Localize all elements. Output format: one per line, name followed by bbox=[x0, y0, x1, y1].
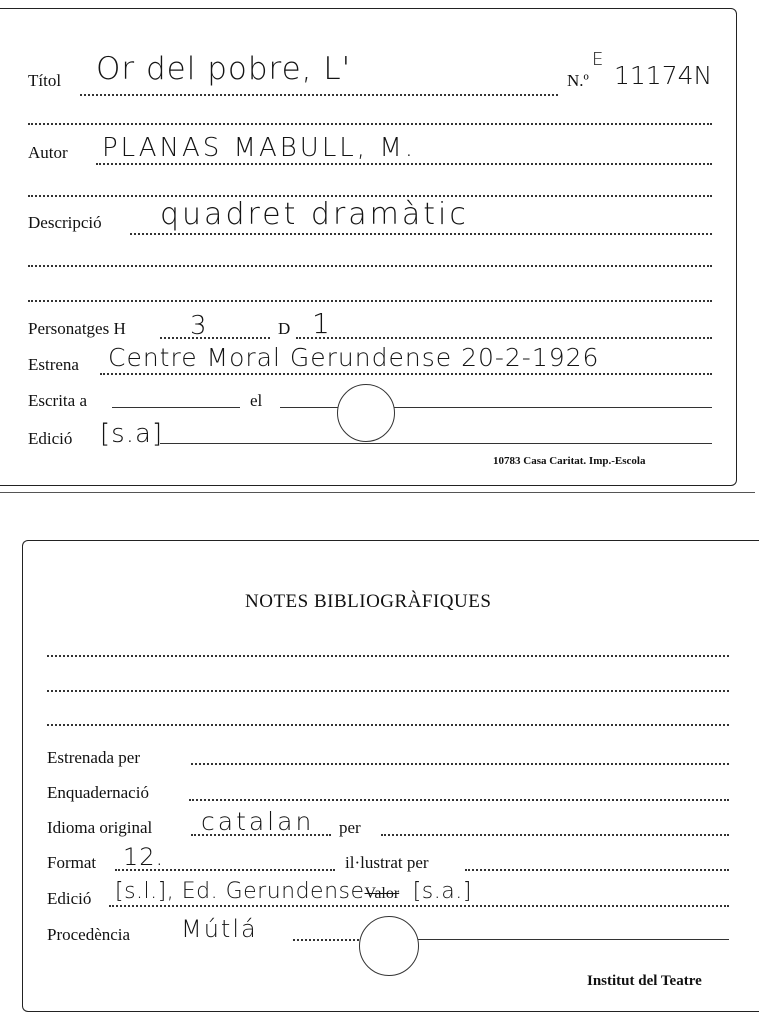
personatges-d-line bbox=[296, 337, 712, 339]
estrenada-label: Estrenada per bbox=[47, 748, 140, 767]
titol-label: Títol bbox=[28, 71, 62, 90]
per-label: per bbox=[339, 818, 361, 837]
descripcio-value: quadret dramàtic bbox=[160, 197, 469, 232]
edicio-back-label: Edició bbox=[47, 889, 92, 908]
edicio-back-value bbox=[115, 879, 472, 904]
estrena-line bbox=[100, 373, 712, 375]
autor-line bbox=[96, 163, 712, 165]
institute-imprint: Institut del Teatre bbox=[587, 973, 702, 989]
idioma-label: Idioma original bbox=[47, 818, 153, 837]
descripcio-line-3 bbox=[28, 300, 712, 302]
procedencia-label: Procedència bbox=[47, 925, 131, 944]
autor-value: PLANAS MABULL, M. bbox=[102, 133, 417, 163]
estrena-label: Estrena bbox=[28, 355, 79, 374]
edicio-back-value-main: [s.l.], Ed. Gerundense bbox=[115, 879, 365, 904]
titol-line bbox=[80, 94, 558, 96]
format-value: 12. bbox=[123, 843, 165, 871]
personatges-label: Personatges H bbox=[28, 319, 126, 338]
estrena-value: Centre Moral Gerundense 20-2-1926 bbox=[108, 343, 600, 372]
punch-hole-back bbox=[359, 916, 419, 976]
number-label: N.º bbox=[567, 71, 589, 90]
notes-line-2 bbox=[47, 690, 729, 692]
procedencia-value: Mútlá bbox=[181, 915, 258, 943]
notes-line-3 bbox=[47, 724, 729, 726]
titol-value: Or del pobre, L' bbox=[96, 51, 352, 87]
titol-line-2 bbox=[28, 123, 712, 125]
edicio-back-line bbox=[109, 905, 729, 907]
personatges-d-value: 1 bbox=[312, 307, 331, 340]
notes-line-1 bbox=[47, 655, 729, 657]
enquadernacio-label: Enquadernació bbox=[47, 783, 149, 802]
personatges-h-line bbox=[160, 337, 270, 339]
number-value: 11174N bbox=[614, 61, 713, 90]
printer-imprint: 10783 Casa Caritat. Imp.-Escola bbox=[493, 455, 646, 467]
idioma-line bbox=[191, 834, 331, 836]
estrenada-line bbox=[191, 763, 729, 765]
procedencia-line-2 bbox=[415, 939, 729, 940]
descripcio-line-2 bbox=[28, 265, 712, 267]
idioma-value: catalan bbox=[201, 807, 315, 836]
procedencia-line bbox=[293, 939, 363, 941]
illustrat-line bbox=[465, 869, 729, 871]
per-line bbox=[381, 834, 729, 836]
catalog-card-back bbox=[22, 540, 759, 1012]
escrita-line bbox=[112, 407, 240, 408]
descripcio-line bbox=[130, 233, 712, 235]
number-superscript: E bbox=[592, 49, 605, 70]
el-label: el bbox=[250, 391, 263, 410]
edicio-line bbox=[160, 443, 712, 444]
edicio-back-value-2: [s.a.] bbox=[412, 879, 472, 904]
autor-label: Autor bbox=[28, 143, 68, 162]
edicio-label: Edició bbox=[28, 429, 73, 448]
illustrat-label: il·lustrat per bbox=[345, 853, 429, 872]
format-line bbox=[115, 869, 335, 871]
edicio-value: [s.a] bbox=[100, 419, 164, 449]
escrita-label: Escrita a bbox=[28, 391, 87, 410]
page-divider bbox=[0, 492, 755, 493]
back-title: NOTES BIBLIOGRÀFIQUES bbox=[245, 591, 492, 612]
personatges-d-label: D bbox=[278, 319, 291, 338]
personatges-h-value: 3 bbox=[190, 311, 208, 341]
descripcio-label: Descripció bbox=[28, 213, 102, 232]
enquadernacio-line bbox=[189, 799, 729, 801]
catalog-card-front bbox=[0, 8, 737, 486]
punch-hole-front bbox=[337, 384, 395, 442]
format-label: Format bbox=[47, 853, 97, 872]
edicio-back-struck: Valor bbox=[364, 885, 400, 902]
